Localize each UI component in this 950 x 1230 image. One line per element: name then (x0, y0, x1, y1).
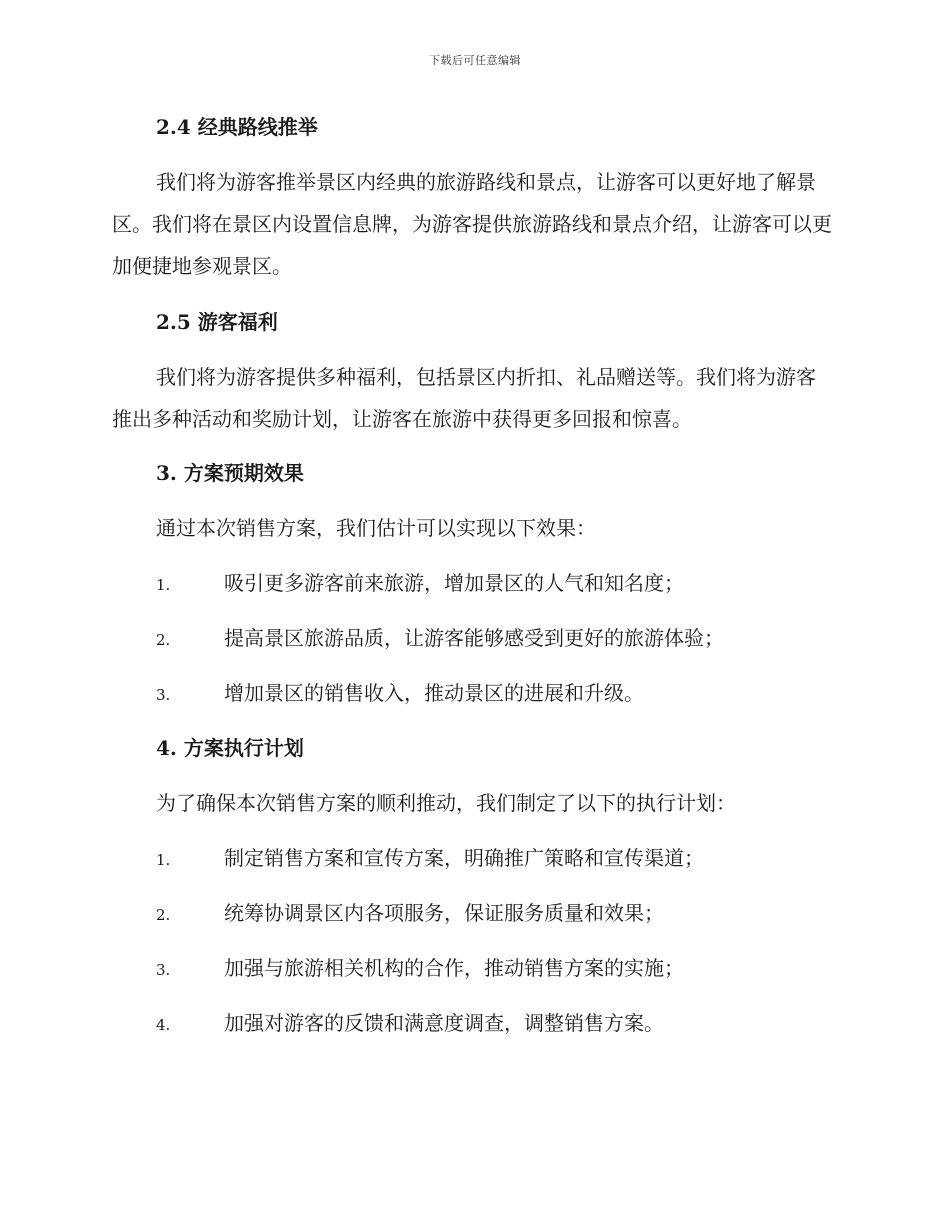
section-heading-4: 4. 方案执行计划 (156, 736, 304, 760)
list-item-text: 增加景区的销售收入，推动景区的进展和升级。 (224, 681, 644, 705)
list-item-number: 2. (156, 631, 171, 649)
list-item-text: 加强对游客的反馈和满意度调查，调整销售方案。 (224, 1011, 664, 1035)
section-paragraph-2-4: 我们将为游客推举景区内经典的旅游路线和景点，让游客可以更好地了解景区。我们将在景区内设置信息牌，为游客提供旅游路线和景点介绍，让游客可以更加便捷地参观景区。 (112, 170, 832, 278)
list-item (156, 954, 684, 984)
list-item (156, 679, 644, 709)
list-item-number: 1. (156, 851, 171, 869)
list-item-text: 加强与旅游相关机构的合作，推动销售方案的实施； (224, 956, 684, 980)
list-item (156, 899, 664, 929)
list-item-number: 4. (156, 1016, 171, 1034)
section-paragraph-2-5: 我们将为游客提供多种福利，包括景区内折扣、礼品赠送等。我们将为游客推出多种活动和奖励计划，让游客在旅游中获得更多回报和惊喜。 (112, 365, 816, 431)
list-item-text: 吸引更多游客前来旅游，增加景区的人气和知名度； (224, 571, 684, 595)
section-heading-2-5: 2.5 游客福利 (156, 310, 278, 334)
list-item-number: 3. (156, 686, 171, 704)
list-item-text: 制定销售方案和宣传方案，明确推广策略和宣传渠道； (224, 846, 704, 870)
list-item-text: 提高景区旅游品质，让游客能够感受到更好的旅游体验； (224, 626, 724, 650)
list-item-number: 3. (156, 961, 171, 979)
section-heading-2-4: 2.4 经典路线推举 (156, 115, 318, 139)
section-intro-4: 为了确保本次销售方案的顺利推动，我们制定了以下的执行计划： (156, 791, 736, 815)
list-item (156, 569, 684, 599)
list-item (156, 1009, 664, 1039)
section-intro-3: 通过本次销售方案，我们估计可以实现以下效果： (156, 516, 596, 540)
list-item (156, 844, 704, 874)
page-header: 下载后可任意编辑 (429, 54, 521, 67)
list-item (156, 624, 724, 654)
list-item-text: 统筹协调景区内各项服务，保证服务质量和效果； (224, 901, 664, 925)
list-item-number: 1. (156, 576, 171, 594)
section-heading-3: 3. 方案预期效果 (156, 461, 304, 485)
list-item-number: 2. (156, 906, 171, 924)
